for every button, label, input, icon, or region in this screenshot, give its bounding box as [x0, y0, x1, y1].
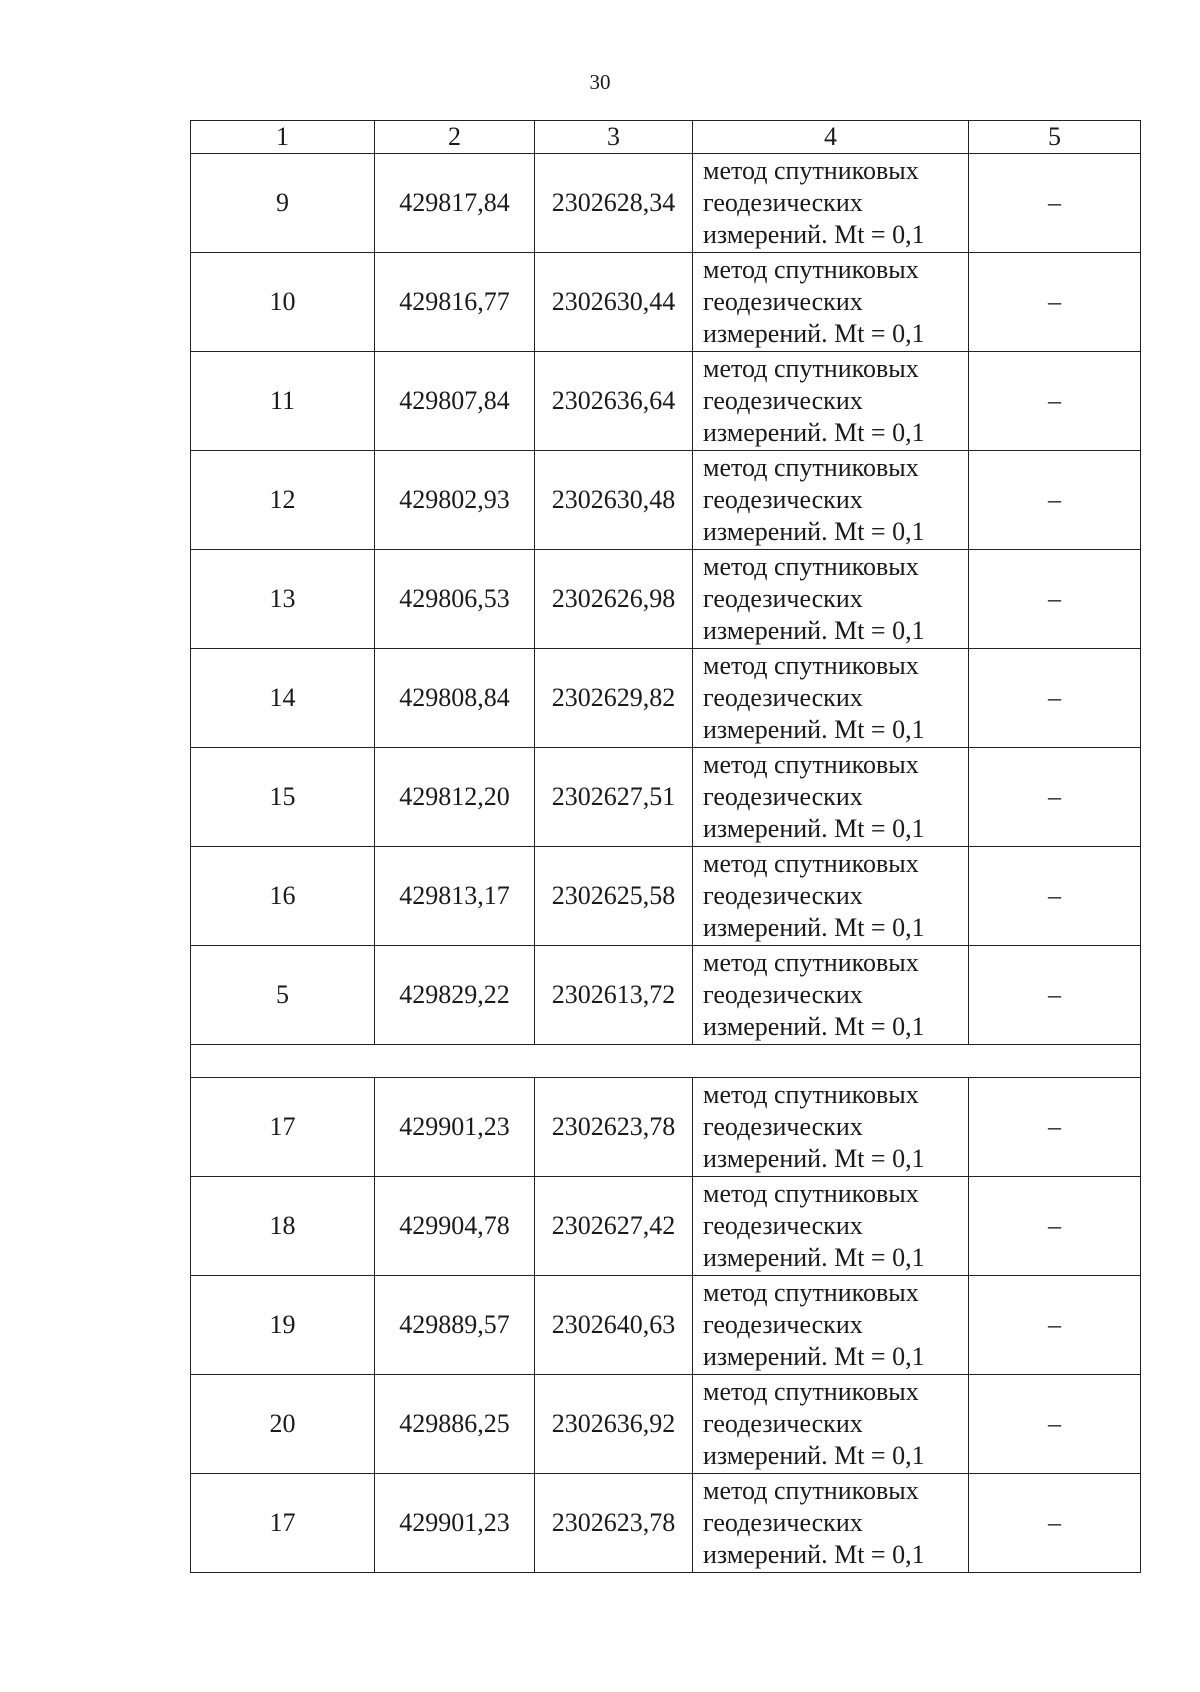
method-line: измерений. Mt = 0,1: [703, 418, 925, 447]
method-line: геодезических: [703, 287, 863, 316]
coord-x-cell: 429806,53: [375, 550, 535, 649]
table-row: [191, 1375, 1141, 1474]
separator-row: [191, 1045, 1141, 1078]
method-line: геодезических: [703, 188, 863, 217]
coord-y-cell: 2302636,64: [535, 352, 693, 451]
coord-y-cell: 2302623,78: [535, 1078, 693, 1177]
note-cell: –: [969, 1177, 1141, 1276]
method-cell: [693, 1177, 969, 1276]
method-line: геодезических: [703, 1409, 863, 1438]
coord-x-cell: 429817,84: [375, 154, 535, 253]
method-line: геодезических: [703, 1508, 863, 1537]
coord-x-cell: 429816,77: [375, 253, 535, 352]
point-number-cell: 5: [191, 946, 375, 1045]
table-row: [191, 1474, 1141, 1573]
method-line: метод спутниковых: [703, 1476, 919, 1505]
note-cell: –: [969, 1474, 1141, 1573]
point-number-cell: 18: [191, 1177, 375, 1276]
coord-x-cell: 429904,78: [375, 1177, 535, 1276]
point-number-cell: 9: [191, 154, 375, 253]
method-line: измерений. Mt = 0,1: [703, 913, 925, 942]
table-row: [191, 847, 1141, 946]
note-cell: –: [969, 154, 1141, 253]
point-number-cell: 15: [191, 748, 375, 847]
coord-x-cell: 429901,23: [375, 1078, 535, 1177]
point-number-cell: 13: [191, 550, 375, 649]
coord-x-cell: 429829,22: [375, 946, 535, 1045]
point-number-cell: 12: [191, 451, 375, 550]
method-cell: [693, 1276, 969, 1375]
point-number-cell: 19: [191, 1276, 375, 1375]
coord-y-cell: 2302627,42: [535, 1177, 693, 1276]
method-cell: [693, 154, 969, 253]
note-cell: –: [969, 352, 1141, 451]
coord-y-cell: 2302636,92: [535, 1375, 693, 1474]
point-number-cell: 20: [191, 1375, 375, 1474]
header-cell-5: 5: [969, 121, 1141, 154]
coord-x-cell: 429813,17: [375, 847, 535, 946]
method-line: геодезических: [703, 485, 863, 514]
method-cell: [693, 847, 969, 946]
method-cell: [693, 1375, 969, 1474]
table-row: [191, 154, 1141, 253]
method-line: измерений. Mt = 0,1: [703, 517, 925, 546]
point-number-cell: 14: [191, 649, 375, 748]
coord-y-cell: 2302629,82: [535, 649, 693, 748]
note-cell: –: [969, 649, 1141, 748]
method-line: метод спутниковых: [703, 354, 919, 383]
method-line: метод спутниковых: [703, 552, 919, 581]
method-cell: [693, 946, 969, 1045]
method-line: метод спутниковых: [703, 1179, 919, 1208]
coord-y-cell: 2302627,51: [535, 748, 693, 847]
coord-y-cell: 2302625,58: [535, 847, 693, 946]
method-line: метод спутниковых: [703, 255, 919, 284]
method-line: измерений. Mt = 0,1: [703, 1012, 925, 1041]
table-row: [191, 748, 1141, 847]
note-cell: –: [969, 1078, 1141, 1177]
method-line: геодезических: [703, 980, 863, 1009]
header-cell-3: 3: [535, 121, 693, 154]
table-row: [191, 352, 1141, 451]
method-line: метод спутниковых: [703, 651, 919, 680]
method-line: метод спутниковых: [703, 156, 919, 185]
separator-cell: [191, 1045, 1141, 1078]
method-cell: [693, 550, 969, 649]
method-line: геодезических: [703, 1211, 863, 1240]
method-line: геодезических: [703, 683, 863, 712]
coord-y-cell: 2302613,72: [535, 946, 693, 1045]
note-cell: –: [969, 1276, 1141, 1375]
method-line: метод спутниковых: [703, 948, 919, 977]
coordinates-table: [190, 120, 1141, 1573]
coord-x-cell: 429812,20: [375, 748, 535, 847]
method-line: измерений. Mt = 0,1: [703, 1342, 925, 1371]
note-cell: –: [969, 253, 1141, 352]
table-body: [191, 121, 1141, 1573]
method-cell: [693, 451, 969, 550]
table-row: [191, 649, 1141, 748]
method-line: метод спутниковых: [703, 1080, 919, 1109]
method-line: метод спутниковых: [703, 453, 919, 482]
point-number-cell: 17: [191, 1474, 375, 1573]
method-line: измерений. Mt = 0,1: [703, 1441, 925, 1470]
coord-x-cell: 429807,84: [375, 352, 535, 451]
note-cell: –: [969, 1375, 1141, 1474]
header-cell-1: 1: [191, 121, 375, 154]
method-line: геодезических: [703, 1310, 863, 1339]
point-number-cell: 16: [191, 847, 375, 946]
method-cell: [693, 1474, 969, 1573]
method-line: измерений. Mt = 0,1: [703, 814, 925, 843]
method-line: метод спутниковых: [703, 849, 919, 878]
table-row: [191, 253, 1141, 352]
method-line: метод спутниковых: [703, 750, 919, 779]
point-number-cell: 10: [191, 253, 375, 352]
table-row: [191, 1276, 1141, 1375]
coord-y-cell: 2302626,98: [535, 550, 693, 649]
method-cell: [693, 748, 969, 847]
note-cell: –: [969, 946, 1141, 1045]
method-line: метод спутниковых: [703, 1278, 919, 1307]
method-line: геодезических: [703, 584, 863, 613]
coord-x-cell: 429901,23: [375, 1474, 535, 1573]
method-line: измерений. Mt = 0,1: [703, 1144, 925, 1173]
method-line: измерений. Mt = 0,1: [703, 715, 925, 744]
method-cell: [693, 253, 969, 352]
note-cell: –: [969, 847, 1141, 946]
coord-x-cell: 429889,57: [375, 1276, 535, 1375]
coord-y-cell: 2302630,44: [535, 253, 693, 352]
method-line: измерений. Mt = 0,1: [703, 1243, 925, 1272]
coord-y-cell: 2302623,78: [535, 1474, 693, 1573]
coord-x-cell: 429808,84: [375, 649, 535, 748]
coord-y-cell: 2302640,63: [535, 1276, 693, 1375]
header-cell-4: 4: [693, 121, 969, 154]
method-cell: [693, 649, 969, 748]
coord-y-cell: 2302630,48: [535, 451, 693, 550]
method-cell: [693, 1078, 969, 1177]
table-row: [191, 1177, 1141, 1276]
coord-x-cell: 429802,93: [375, 451, 535, 550]
coord-x-cell: 429886,25: [375, 1375, 535, 1474]
method-line: геодезических: [703, 386, 863, 415]
coord-y-cell: 2302628,34: [535, 154, 693, 253]
method-line: измерений. Mt = 0,1: [703, 1540, 925, 1569]
method-cell: [693, 352, 969, 451]
method-line: геодезических: [703, 1112, 863, 1141]
point-number-cell: 11: [191, 352, 375, 451]
method-line: метод спутниковых: [703, 1377, 919, 1406]
table-row: [191, 1078, 1141, 1177]
note-cell: –: [969, 748, 1141, 847]
page-number: 30: [589, 70, 611, 94]
method-line: геодезических: [703, 881, 863, 910]
method-line: измерений. Mt = 0,1: [703, 220, 925, 249]
table-header-row: [191, 121, 1141, 154]
table-row: [191, 550, 1141, 649]
method-line: геодезических: [703, 782, 863, 811]
table-row: [191, 946, 1141, 1045]
header-cell-2: 2: [375, 121, 535, 154]
note-cell: –: [969, 451, 1141, 550]
method-line: измерений. Mt = 0,1: [703, 616, 925, 645]
table-row: [191, 451, 1141, 550]
point-number-cell: 17: [191, 1078, 375, 1177]
note-cell: –: [969, 550, 1141, 649]
method-line: измерений. Mt = 0,1: [703, 319, 925, 348]
